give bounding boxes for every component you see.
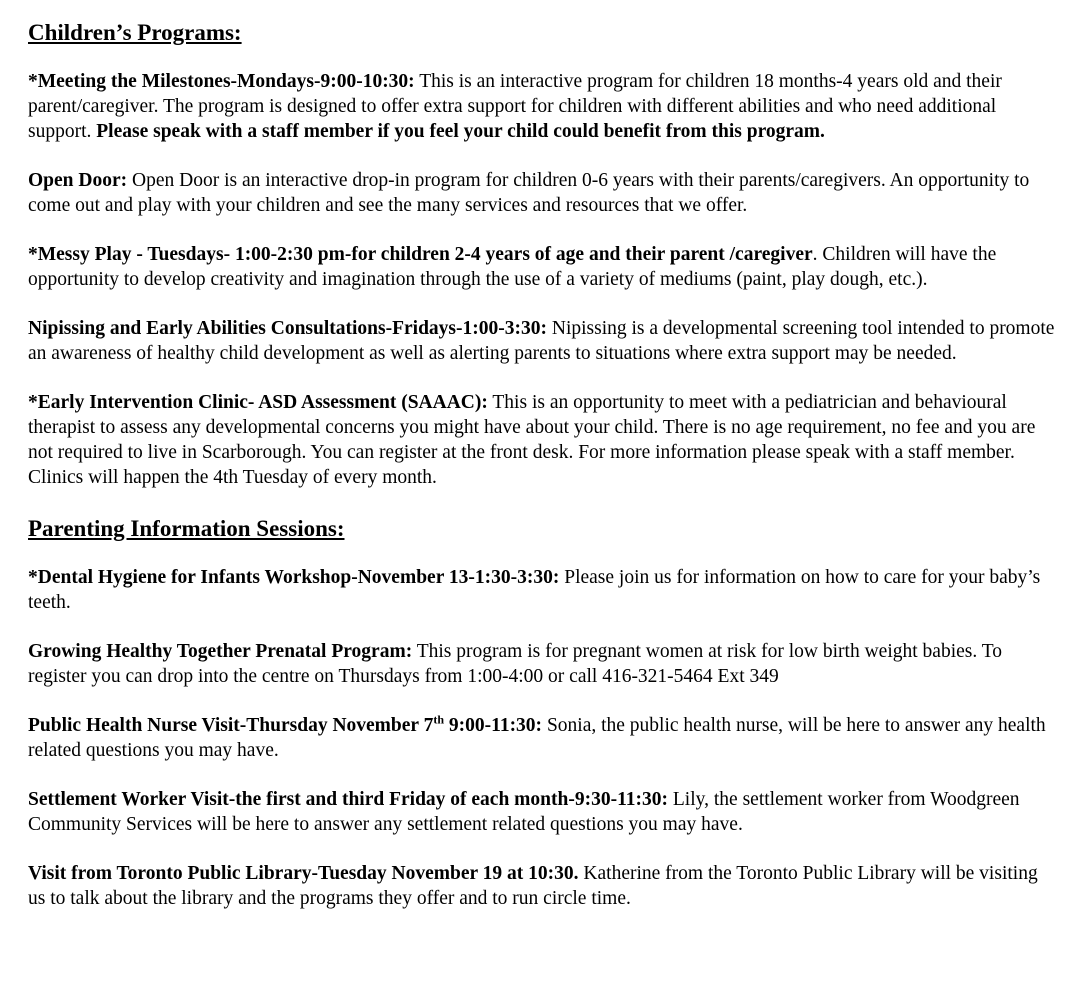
parenting-sessions-heading: Parenting Information Sessions: — [28, 516, 345, 541]
entry-title: Visit from Toronto Public Library-Tuesday November 19 at 10:30. — [28, 863, 579, 884]
entry-body: Nipissing is a developmental screening tool intended to promote an awareness of healthy child development as well as alerting parents to situations where extra support may be needed. — [28, 318, 1055, 364]
entry-body: Lily, the settlement worker from Woodgreen Community Services will be here to answer any settlement related questions you may have. — [28, 789, 1020, 835]
entry-messy-play — [28, 242, 1056, 292]
entry-body: This program is for pregnant women at risk for low birth weight babies. To register you can drop into the centre on Thursdays from 1:00-4:00 or call 416-321-5464 Ext 349 — [28, 641, 1003, 687]
entry-title: *Dental Hygiene for Infants Workshop-November 13-1:30-3:30: — [28, 567, 560, 588]
entry-body: Katherine from the Toronto Public Library will be visiting us to talk about the library and the programs they offer and to run circle time. — [28, 863, 1038, 909]
entry-meeting-milestones — [28, 69, 1056, 144]
entry-emphasis: Please speak with a staff member if you feel your child could benefit from this program. — [96, 121, 825, 142]
entry-growing-healthy — [28, 639, 1056, 689]
childrens-programs-heading: Children’s Programs: — [28, 20, 242, 45]
entry-library-visit — [28, 861, 1056, 911]
entry-early-intervention — [28, 390, 1056, 490]
entry-title: Open Door: — [28, 170, 128, 191]
entry-body: . Children will have the opportunity to develop creativity and imagination through the use of a variety of mediums (paint, play dough, etc.). — [28, 244, 997, 290]
entry-body: This is an opportunity to meet with a pediatrician and behavioural therapist to assess any developmental concerns you might have about your child. There is no age requirement, no fee and you are not required to live in Scarborough. You can register at the front desk. For more information please speak with a staff member. Clinics will happen the 4th Tuesday of every month. — [28, 392, 1036, 488]
entry-title: *Early Intervention Clinic- ASD Assessment (SAAAC): — [28, 392, 488, 413]
entry-body: This is an interactive program for children 18 months-4 years old and their parent/caregiver. The program is designed to offer extra support for children with different abilities and who need additional support. — [28, 71, 1002, 142]
entry-title: *Meeting the Milestones-Mondays-9:00-10:30: — [28, 71, 415, 92]
entry-dental-hygiene — [28, 565, 1056, 615]
entry-settlement-worker — [28, 787, 1056, 837]
entry-body: Please join us for information on how to care for your baby’s teeth. — [28, 567, 1041, 613]
entry-public-health-nurse — [28, 713, 1056, 763]
entry-title: Growing Healthy Together Prenatal Program: — [28, 641, 413, 662]
entry-nipissing — [28, 316, 1056, 366]
entry-title-post: 9:00-11:30: — [444, 715, 543, 736]
entry-title: *Messy Play - Tuesdays- 1:00-2:30 pm-for children 2-4 years of age and their parent /caregiver — [28, 244, 813, 265]
entry-title: Nipissing and Early Abilities Consultations-Fridays-1:00-3:30: — [28, 318, 547, 339]
entry-title: Settlement Worker Visit-the first and third Friday of each month-9:30-11:30: — [28, 789, 669, 810]
entry-title-sup: th — [433, 712, 445, 727]
entry-title-pre: Public Health Nurse Visit-Thursday November 7 — [28, 715, 434, 736]
entry-body: Sonia, the public health nurse, will be here to answer any health related questions you may have. — [28, 715, 1046, 761]
entry-body: Open Door is an interactive drop-in program for children 0-6 years with their parents/caregivers. An opportunity to come out and play with your children and see the many services and resources that we offer. — [28, 170, 1030, 216]
entry-open-door — [28, 168, 1056, 218]
entry-title — [28, 712, 543, 736]
